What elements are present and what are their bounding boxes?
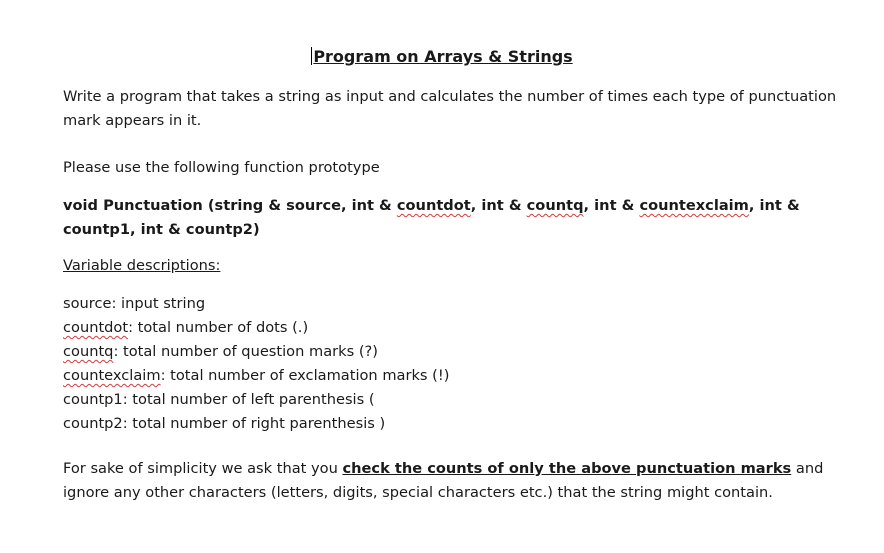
variable-item <box>63 412 853 436</box>
variable-item <box>63 364 853 388</box>
variable-name: countexclaim <box>63 367 161 384</box>
document-title <box>0 46 884 68</box>
prototype-word-countexclaim: countexclaim <box>639 197 749 214</box>
variable-list <box>63 292 853 436</box>
variable-items <box>63 292 853 436</box>
variable-item <box>63 292 853 316</box>
variable-description: : total number of exclamation marks (!) <box>160 367 450 384</box>
function-prototype <box>63 194 853 242</box>
variable-item <box>63 340 853 364</box>
closing-emphasis: check the counts of only the above punctuation marks <box>342 460 792 477</box>
prototype-word-countdot: countdot <box>396 197 471 214</box>
variable-description: : total number of left parenthesis ( <box>122 391 375 408</box>
variable-descriptions-heading: Variable descriptions: <box>63 257 221 274</box>
variable-name: countdot <box>63 319 129 336</box>
variable-name: countp1 <box>63 391 123 408</box>
variable-item <box>63 316 853 340</box>
variable-name: countp2 <box>63 415 123 432</box>
variable-description: : total number of dots (.) <box>128 319 309 336</box>
prototype-part-2: , int & <box>470 197 527 214</box>
prototype-part-4: , int & countp1, int & countp2) <box>63 197 800 238</box>
intro-paragraph: Write a program that takes a string as input and calculates the number of times each type of punctuation mark appears in it. <box>63 88 837 129</box>
closing-paragraph <box>63 457 853 505</box>
variable-description: : total number of right parenthesis ) <box>122 415 386 432</box>
variable-name: source <box>63 295 112 312</box>
variable-item <box>63 388 853 412</box>
prototype-part-3: , int & <box>583 197 640 214</box>
prototype-intro: Please use the following function prototype <box>63 159 380 176</box>
prototype-part-1: void Punctuation (string & source, int & <box>63 197 397 214</box>
prototype-word-countq: countq <box>526 197 584 214</box>
variable-description: : input string <box>111 295 206 312</box>
closing-after: and ignore any other characters (letters, digits, special characters etc.) that the string might contain. <box>63 460 824 501</box>
closing-before: For sake of simplicity we ask that you <box>63 460 343 477</box>
title-text: Program on Arrays & Strings <box>313 47 573 66</box>
variable-description: : total number of question marks (?) <box>113 343 378 360</box>
variable-name: countq <box>63 343 114 360</box>
